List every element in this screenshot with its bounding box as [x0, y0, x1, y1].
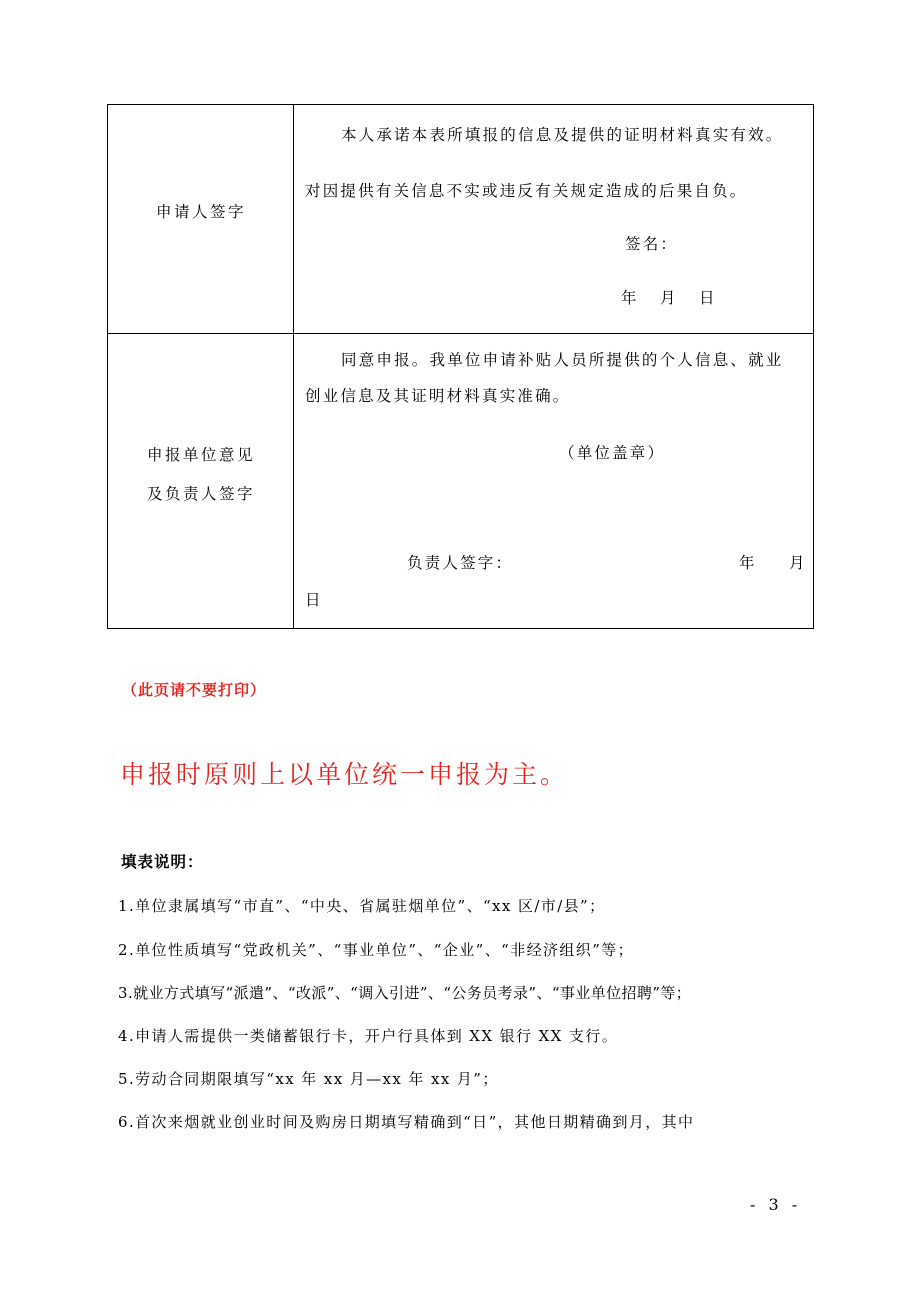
unit-date-year: 年 [739, 554, 757, 572]
instruction-item: 5.劳动合同期限填写“xx 年 xx 月—xx 年 xx 月”； [118, 1070, 499, 1088]
submission-principle: 申报时原则上以单位统一申报为主。 [120, 760, 569, 789]
signature-table [107, 104, 814, 629]
unit-seal-note: （单位盖章） [559, 444, 666, 462]
do-not-print-notice: （此页请不要打印） [122, 681, 267, 699]
applicant-pledge-line1: 本人承诺本表所填报的信息及提供的证明材料真实有效。 [341, 126, 784, 144]
instructions-title: 填表说明： [121, 853, 204, 871]
applicant-date-field: 年 月 日 [621, 289, 719, 307]
unit-opinion-line2: 创业信息及其证明材料真实准确。 [305, 387, 571, 405]
applicant-signature-label-cell [108, 105, 294, 334]
instruction-item: 3.就业方式填写“派遣”、“改派”、“调入引进”、“公务员考录”、“事业单位招聘”等； [118, 984, 692, 1002]
instruction-item: 1.单位隶属填写“市直”、“中央、省属驻烟单位”、“xx 区/市/县”； [118, 897, 606, 915]
page-number: - 3 - [750, 1195, 802, 1214]
unit-opinion-label-line2: 及负责人签字 [146, 485, 255, 503]
unit-opinion-content-cell [294, 334, 814, 629]
instruction-item: 4.申请人需提供一类储蓄银行卡，开户行具体到 XX 银行 XX 支行。 [118, 1027, 619, 1045]
responsible-signature-field: 负责人签字： [407, 554, 514, 572]
unit-opinion-label-cell [108, 334, 294, 629]
unit-opinion-line1: 同意申报。我单位申请补贴人员所提供的个人信息、就业 [341, 351, 784, 369]
table-row [108, 334, 814, 629]
applicant-pledge-line2: 对因提供有关信息不实或违反有关规定造成的后果自负。 [305, 182, 748, 200]
instruction-item: 6.首次来烟就业创业时间及购房日期填写精确到“日”，其他日期精确到月，其中 [118, 1113, 695, 1131]
unit-date-day: 日 [305, 591, 323, 609]
unit-opinion-label-line1: 申报单位意见 [146, 446, 255, 464]
applicant-signature-label: 申请人签字 [155, 203, 246, 221]
applicant-signature-content-cell [294, 105, 814, 334]
unit-date-month: 月 [789, 554, 807, 572]
table-row [108, 105, 814, 334]
applicant-signature-field: 签名： [625, 235, 679, 253]
instruction-item: 2.单位性质填写“党政机关”、“事业单位”、“企业”、“非经济组织”等； [118, 941, 635, 959]
